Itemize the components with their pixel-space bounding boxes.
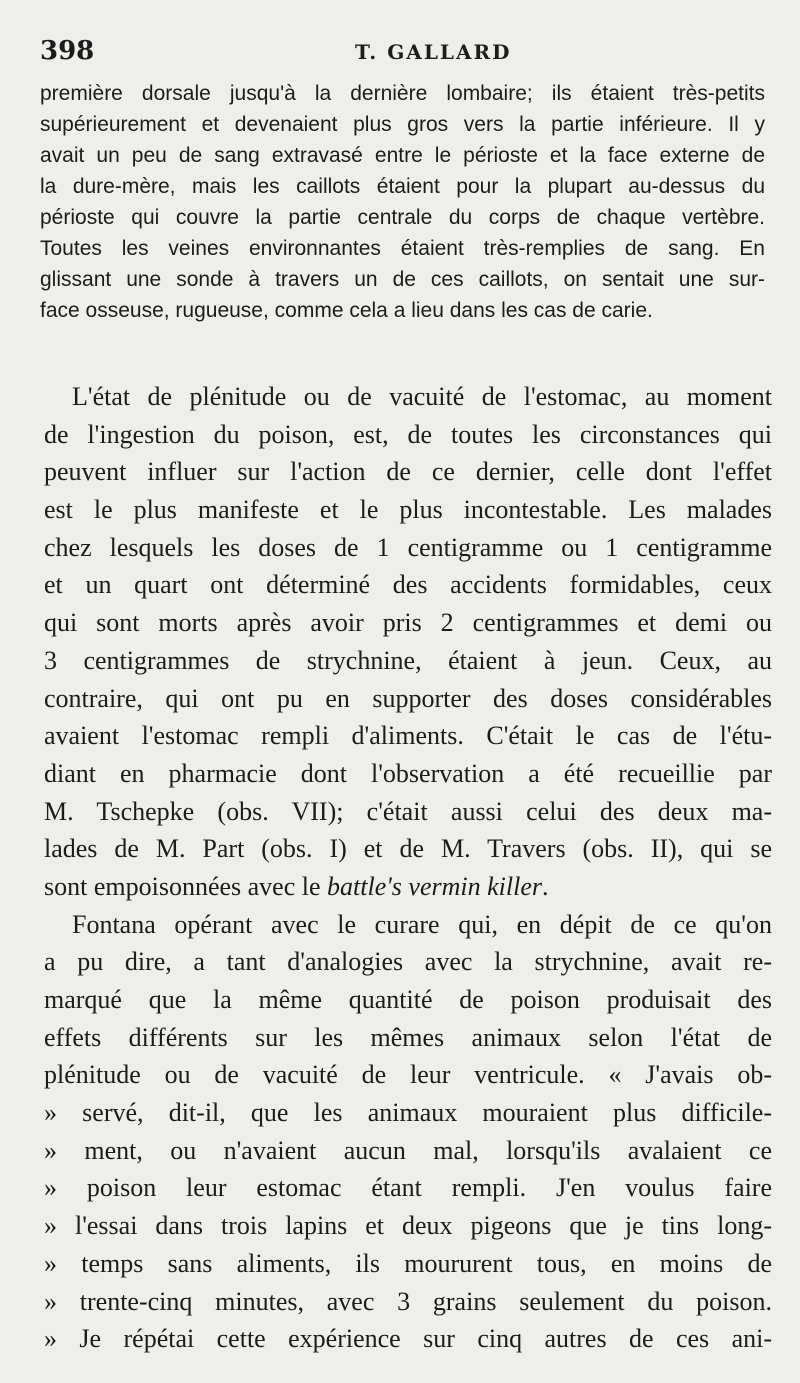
text-line: périoste qui couvre la partie centrale du corps de chaque vertèbre. bbox=[40, 206, 765, 229]
paragraph-1-line: et un quart ont déterminé des accidents formidables, ceux bbox=[44, 570, 772, 600]
text-line: Toutes les veines environnantes étaient très-remplies de sang. En bbox=[40, 237, 765, 260]
paragraph-1-line: L'état de plénitude ou de vacuité de l'estomac, au moment bbox=[72, 382, 772, 411]
paragraph-1-line: M. Tschepke (obs. VII); c'était aussi celui des deux ma- bbox=[44, 796, 772, 826]
paragraph-2-line: » ment, ou n'avaient aucun mal, lorsqu'ils avalaient ce bbox=[44, 1135, 772, 1165]
last-line-suffix: . bbox=[542, 871, 549, 901]
text-line: glissant une sonde à travers un de ces caillots, on sentait une sur- bbox=[40, 268, 765, 291]
paragraph-1-line: peuvent influer sur l'action de ce dernier, celle dont l'effet bbox=[44, 457, 772, 487]
text-line: supérieurement et devenaient plus gros vers la partie inférieure. Il y bbox=[40, 113, 765, 136]
paragraph-1-line: chez lesquels les doses de 1 centigramme ou 1 centigramme bbox=[44, 532, 772, 562]
text-line: face osseuse, rugueuse, comme cela a lieu dans les cas de carie. bbox=[40, 299, 653, 322]
paragraph-1-line: de l'ingestion du poison, est, de toutes les circonstances qui bbox=[44, 419, 772, 449]
paragraph-2-line: Fontana opérant avec le curare qui, en dépit de ce qu'on bbox=[72, 909, 772, 939]
page-number: 398 bbox=[40, 36, 95, 66]
text-line: avait un peu de sang extravasé entre le périoste et la face externe de bbox=[40, 144, 765, 167]
page-header bbox=[40, 32, 770, 72]
running-head: T. GALLARD bbox=[355, 40, 512, 64]
paragraph-2-line: » l'essai dans trois lapins et deux pigeons que je tins long- bbox=[44, 1211, 772, 1241]
paragraph-2-line: plénitude ou de vacuité de leur ventricule. « J'avais ob- bbox=[44, 1060, 772, 1090]
paragraph-2-line: » Je répétai cette expérience sur cinq autres de ces ani- bbox=[44, 1324, 772, 1354]
paragraph-1-line: contraire, qui ont pu en supporter des doses considérables bbox=[44, 683, 772, 713]
paragraph-2-line: a pu dire, a tant d'analogies avec la strychnine, avait re- bbox=[44, 947, 772, 977]
paragraph-1-line: qui sont morts après avoir pris 2 centigrammes et demi ou bbox=[44, 608, 772, 638]
paragraph-2-line: marqué que la même quantité de poison produisait des bbox=[44, 985, 772, 1014]
paragraph-2-line: » trente-cinq minutes, avec 3 grains seulement du poison. bbox=[44, 1286, 772, 1316]
paragraph-2-line: » poison leur estomac étant rempli. J'en voulus faire bbox=[44, 1173, 772, 1203]
paragraph-1-line: avaient l'estomac rempli d'aliments. C'était le cas de l'étu- bbox=[44, 721, 772, 751]
paragraph-2-line: » temps sans aliments, ils moururent tous, en moins de bbox=[44, 1248, 772, 1278]
italic-title: battle's vermin killer bbox=[327, 871, 542, 901]
observation-excerpt bbox=[40, 78, 765, 326]
paragraph-2-line: effets différents sur les mêmes animaux selon l'état de bbox=[44, 1022, 772, 1052]
paragraph-2-line: » servé, dit-il, que les animaux mouraient plus difficile- bbox=[44, 1098, 772, 1128]
paragraph-1-line: lades de M. Part (obs. I) et de M. Travers (obs. II), qui se bbox=[44, 834, 772, 864]
body-text bbox=[44, 378, 772, 1358]
text-line: la dure-mère, mais les caillots étaient pour la plupart au-dessus du bbox=[40, 175, 765, 198]
paragraph-1-line: 3 centigrammes de strychnine, étaient à jeun. Ceux, au bbox=[44, 645, 772, 675]
text-line: première dorsale jusqu'à la dernière lombaire; ils étaient très-petits bbox=[40, 82, 765, 105]
last-line-prefix: sont empoisonnées avec le bbox=[44, 871, 328, 901]
paragraph-1-last-line bbox=[44, 868, 772, 906]
paragraph-1-line: est le plus manifeste et le plus incontestable. Les malades bbox=[44, 495, 772, 525]
paragraph-1-line: diant en pharmacie dont l'observation a été recueillie par bbox=[44, 758, 772, 788]
